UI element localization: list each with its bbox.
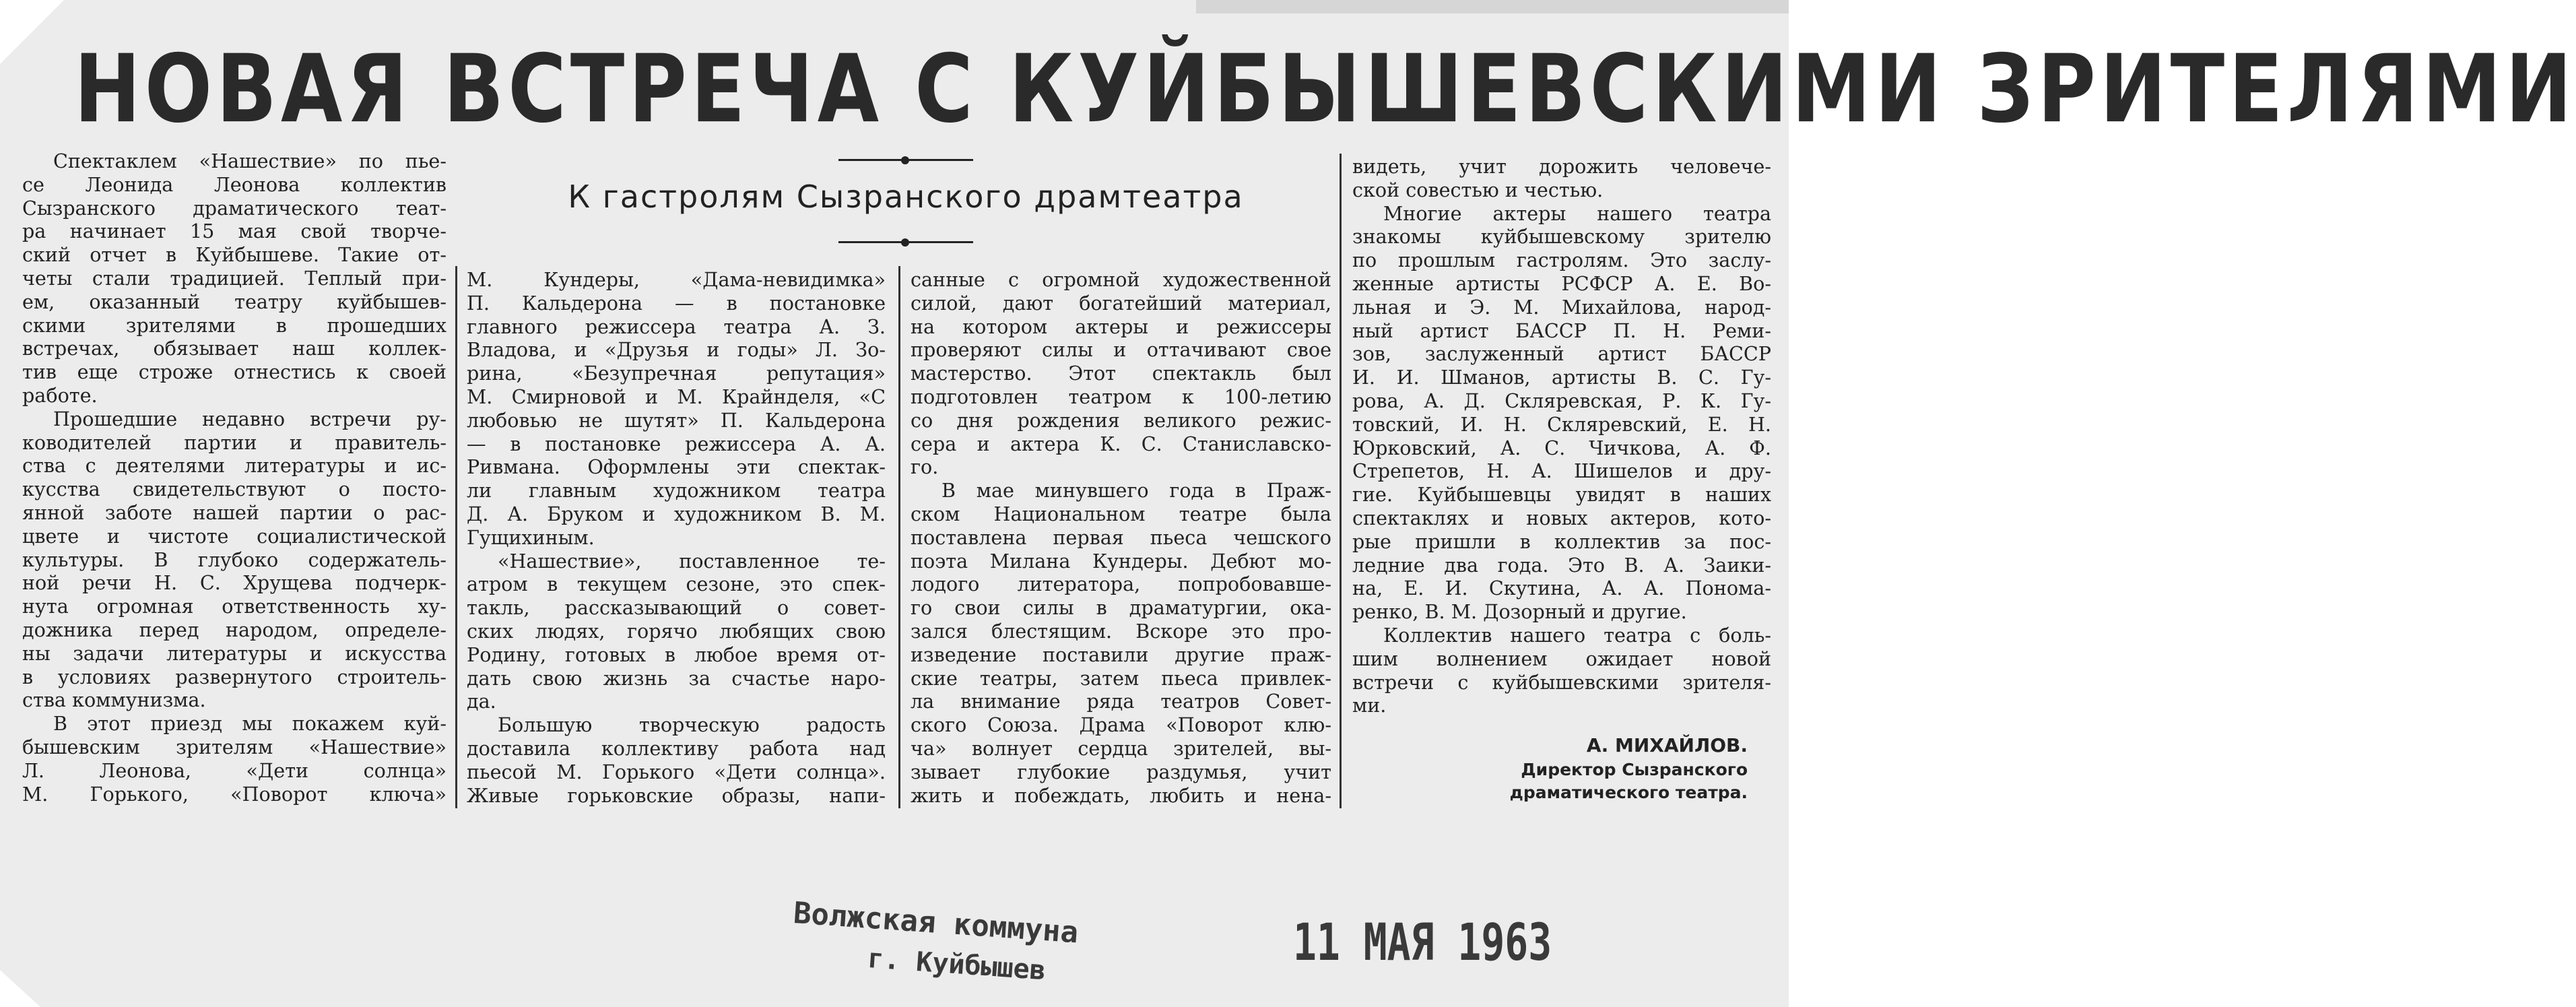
text-line: женные артисты РСФСР А. Е. Во-	[1352, 271, 1771, 295]
text-line: Гущихиным.	[467, 525, 595, 549]
text-line: ства коммунизма.	[22, 688, 206, 712]
text-line: Сызранского драматического теат-	[22, 196, 447, 220]
text-line: сера и актера К. С. Станиславско-	[911, 432, 1331, 455]
column-rule	[1340, 154, 1342, 808]
text-line: гие. Куйбышевцы увидят в наших	[1352, 483, 1771, 507]
text-line: ский отчет в Куйбышеве. Такие от-	[22, 243, 447, 267]
text-line: подготовлен театром к 100-летию	[911, 385, 1331, 408]
text-line: проверяют силы и оттачивают свое	[911, 338, 1331, 362]
text-line: в условиях развернутого строитель-	[22, 665, 447, 688]
text-line: нута огромная ответственность ху-	[22, 595, 447, 618]
text-line: культуры. В глубоко содержатель-	[22, 548, 447, 571]
signature-name: А. МИХАЙЛОВ.	[1586, 734, 1748, 756]
text-line: шим волнением ожидает новой	[1352, 647, 1771, 670]
headline: НОВАЯ ВСТРЕЧА С КУЙБЫШЕВСКИМИ ЗРИТЕЛЯМИ	[74, 34, 2576, 144]
text-line: жить и побеждать, любить и нена-	[911, 783, 1331, 807]
text-line: да.	[467, 690, 496, 713]
text-line: ны задачи литературы и искусства	[22, 641, 447, 665]
text-line: дожника перед народом, определе-	[22, 618, 447, 641]
text-line: ла внимание ряда театров Совет-	[911, 690, 1331, 713]
text-line: зывает глубокие раздумья, учит	[911, 760, 1331, 783]
text-line: ские театры, затем пьеса привлек-	[911, 666, 1331, 690]
text-line: поставлена первая пьеса чешского	[911, 525, 1331, 549]
text-line: П. Кальдерона — в постановке	[467, 291, 886, 315]
text-line: В этот приезд мы покажем куй-	[53, 712, 447, 736]
text-line: спектаклях и новых актеров, кото-	[1352, 506, 1771, 529]
text-line: ли главным художником театра	[467, 479, 886, 502]
text-line: льная и Э. М. Михайлова, народ-	[1352, 295, 1771, 319]
article-column-3	[911, 268, 1331, 807]
text-line: Коллектив нашего театра с боль-	[1383, 623, 1771, 647]
text-line: Л. Леонова, «Дети солнца»	[22, 758, 447, 782]
column-rule	[455, 266, 457, 808]
text-line: встречах, обязывает наш коллек-	[22, 337, 447, 360]
ornament-divider-top	[838, 154, 973, 167]
text-line: со дня рождения великого режис-	[911, 408, 1331, 432]
text-line: скими зрителями в прошедших	[22, 313, 447, 337]
text-line: тив еще строже отнестись к своей	[22, 360, 447, 384]
text-line: М. Горького, «Поворот ключа»	[22, 782, 447, 806]
text-line: ских людях, горячо любящих свою	[467, 619, 886, 643]
text-line: ренко, В. М. Дозорный и другие.	[1352, 600, 1687, 624]
text-line: Стрепетов, Н. А. Шишелов и дру-	[1352, 459, 1771, 483]
text-line: ем, оказанный театру куйбышев-	[22, 290, 447, 313]
text-line: ской совестью и честью.	[1352, 178, 1604, 201]
text-line: кусства свидетельствуют о посто-	[22, 478, 447, 501]
text-line: дать свою жизнь за счастье наро-	[467, 666, 886, 690]
text-line: В мае минувшего года в Праж-	[942, 479, 1331, 502]
text-line: санные с огромной художественной	[911, 268, 1331, 291]
text-line: Многие актеры нашего театра	[1383, 201, 1771, 225]
text-line: Ривмана. Оформлены эти спектак-	[467, 455, 886, 479]
text-line: ный артист БАССР П. Н. Реми-	[1352, 319, 1771, 342]
text-line: Юрковский, А. С. Чичкова, А. Ф.	[1352, 436, 1771, 459]
text-line: Д. А. Бруком и художником В. М.	[467, 502, 886, 525]
text-line: ча» волнует сердца зрителей, вы-	[911, 736, 1331, 760]
article-column-1	[22, 150, 447, 806]
text-line: знакомы куйбышевскому зрителю	[1352, 225, 1771, 249]
signature-title-line2: драматического театра.	[1509, 783, 1748, 802]
text-line: бышевским зрителям «Нашествие»	[22, 735, 447, 758]
text-line: ра начинает 15 мая свой творче-	[22, 220, 447, 243]
text-line: Большую творческую радость	[498, 713, 886, 737]
text-line: Живые горьковские образы, напи-	[467, 783, 886, 807]
text-line: ной речи Н. С. Хрущева подчерк-	[22, 571, 447, 595]
text-line: такль, рассказывающий о совет-	[467, 596, 886, 620]
text-line: ском Национальном театре была	[911, 502, 1331, 525]
text-line: четы стали традицией. Теплый при-	[22, 266, 447, 290]
text-line: се Леонида Леонова коллектив	[22, 172, 447, 196]
text-line: главного режиссера театра А. З.	[467, 315, 886, 338]
text-line: зов, заслуженный артист БАССР	[1352, 342, 1771, 366]
article-column-4	[1352, 155, 1771, 717]
text-line: атром в текущем сезоне, это спек-	[467, 573, 886, 596]
text-line: «Нашествие», поставленное те-	[498, 549, 886, 573]
text-line: работе.	[22, 383, 98, 407]
text-line: встречи с куйбышевскими зрителя-	[1352, 670, 1771, 694]
ornament-divider-bottom	[838, 236, 973, 249]
text-line: Владова, и «Друзья и годы» Л. Зо-	[467, 338, 886, 362]
text-line: ми.	[1352, 694, 1387, 717]
stamp-city: г. Куйбышев	[866, 943, 1047, 987]
text-line: на котором актеры и режиссеры	[911, 315, 1331, 338]
text-line: товский, И. Н. Скляревский, Е. Н.	[1352, 412, 1771, 436]
signature-title-line1: Директор Сызранского	[1521, 760, 1748, 779]
text-line: го свои силы в драматургии, ока-	[911, 596, 1331, 620]
text-line: поэта Милана Кундеры. Дебют мо-	[911, 549, 1331, 573]
text-line: ства с деятелями литературы и ис-	[22, 454, 447, 478]
text-line: го.	[911, 455, 939, 479]
article-column-2	[467, 268, 886, 807]
text-line: цвете и чистоте социалистической	[22, 524, 447, 548]
text-line: любовью не шутят» П. Кальдерона	[467, 408, 886, 432]
text-line: Спектаклем «Нашествие» по пье-	[53, 150, 447, 172]
text-line: рова, А. Д. Скляревская, Р. К. Гу-	[1352, 389, 1771, 412]
text-line: ководителей партии и правитель-	[22, 430, 447, 454]
text-line: мастерство. Этот спектакль был	[911, 362, 1331, 385]
text-line: рые пришли в коллектив за пос-	[1352, 529, 1771, 553]
text-line: М. Кундеры, «Дама-невидимка»	[467, 268, 886, 291]
text-line: на, Е. И. Скутина, А. А. Понома-	[1352, 577, 1771, 600]
text-line: М. Смирновой и М. Крайнделя, «С	[467, 385, 886, 408]
text-line: Прошедшие недавно встречи ру-	[53, 407, 447, 430]
stamp-date: 11 МАЯ 1963	[1293, 913, 1552, 973]
text-line: — в постановке режиссера А. А.	[467, 432, 886, 455]
stamp-newspaper-name: Волжская коммуна	[792, 896, 1080, 950]
text-line: пьесой М. Горького «Дети солнца».	[467, 760, 886, 783]
background-strip	[1196, 0, 1789, 13]
text-line: по прошлым гастролям. Это заслу-	[1352, 249, 1771, 272]
text-line: Родину, готовых в любое время от-	[467, 643, 886, 666]
text-line: силой, дают богатейший материал,	[911, 291, 1331, 315]
column-rule	[898, 266, 900, 808]
text-line: изведение поставили другие праж-	[911, 643, 1331, 666]
subheadline: К гастролям Сызранского драмтеатра	[568, 178, 1244, 215]
text-line: рина, «Безупречная репутация»	[467, 362, 886, 385]
text-line: доставила коллективу работа над	[467, 736, 886, 760]
text-line: видеть, учит дорожить человече-	[1352, 155, 1771, 178]
text-line: ского Союза. Драма «Поворот клю-	[911, 713, 1331, 737]
text-line: зался блестящим. Вскоре это про-	[911, 619, 1331, 643]
text-line: лодого литератора, попробовавше-	[911, 573, 1331, 596]
text-line: ледние два года. Это В. А. Заики-	[1352, 553, 1771, 577]
text-line: янной заботе нашей партии о рас-	[22, 500, 447, 524]
text-line: И. И. Шманов, артисты В. С. Гу-	[1352, 366, 1771, 389]
